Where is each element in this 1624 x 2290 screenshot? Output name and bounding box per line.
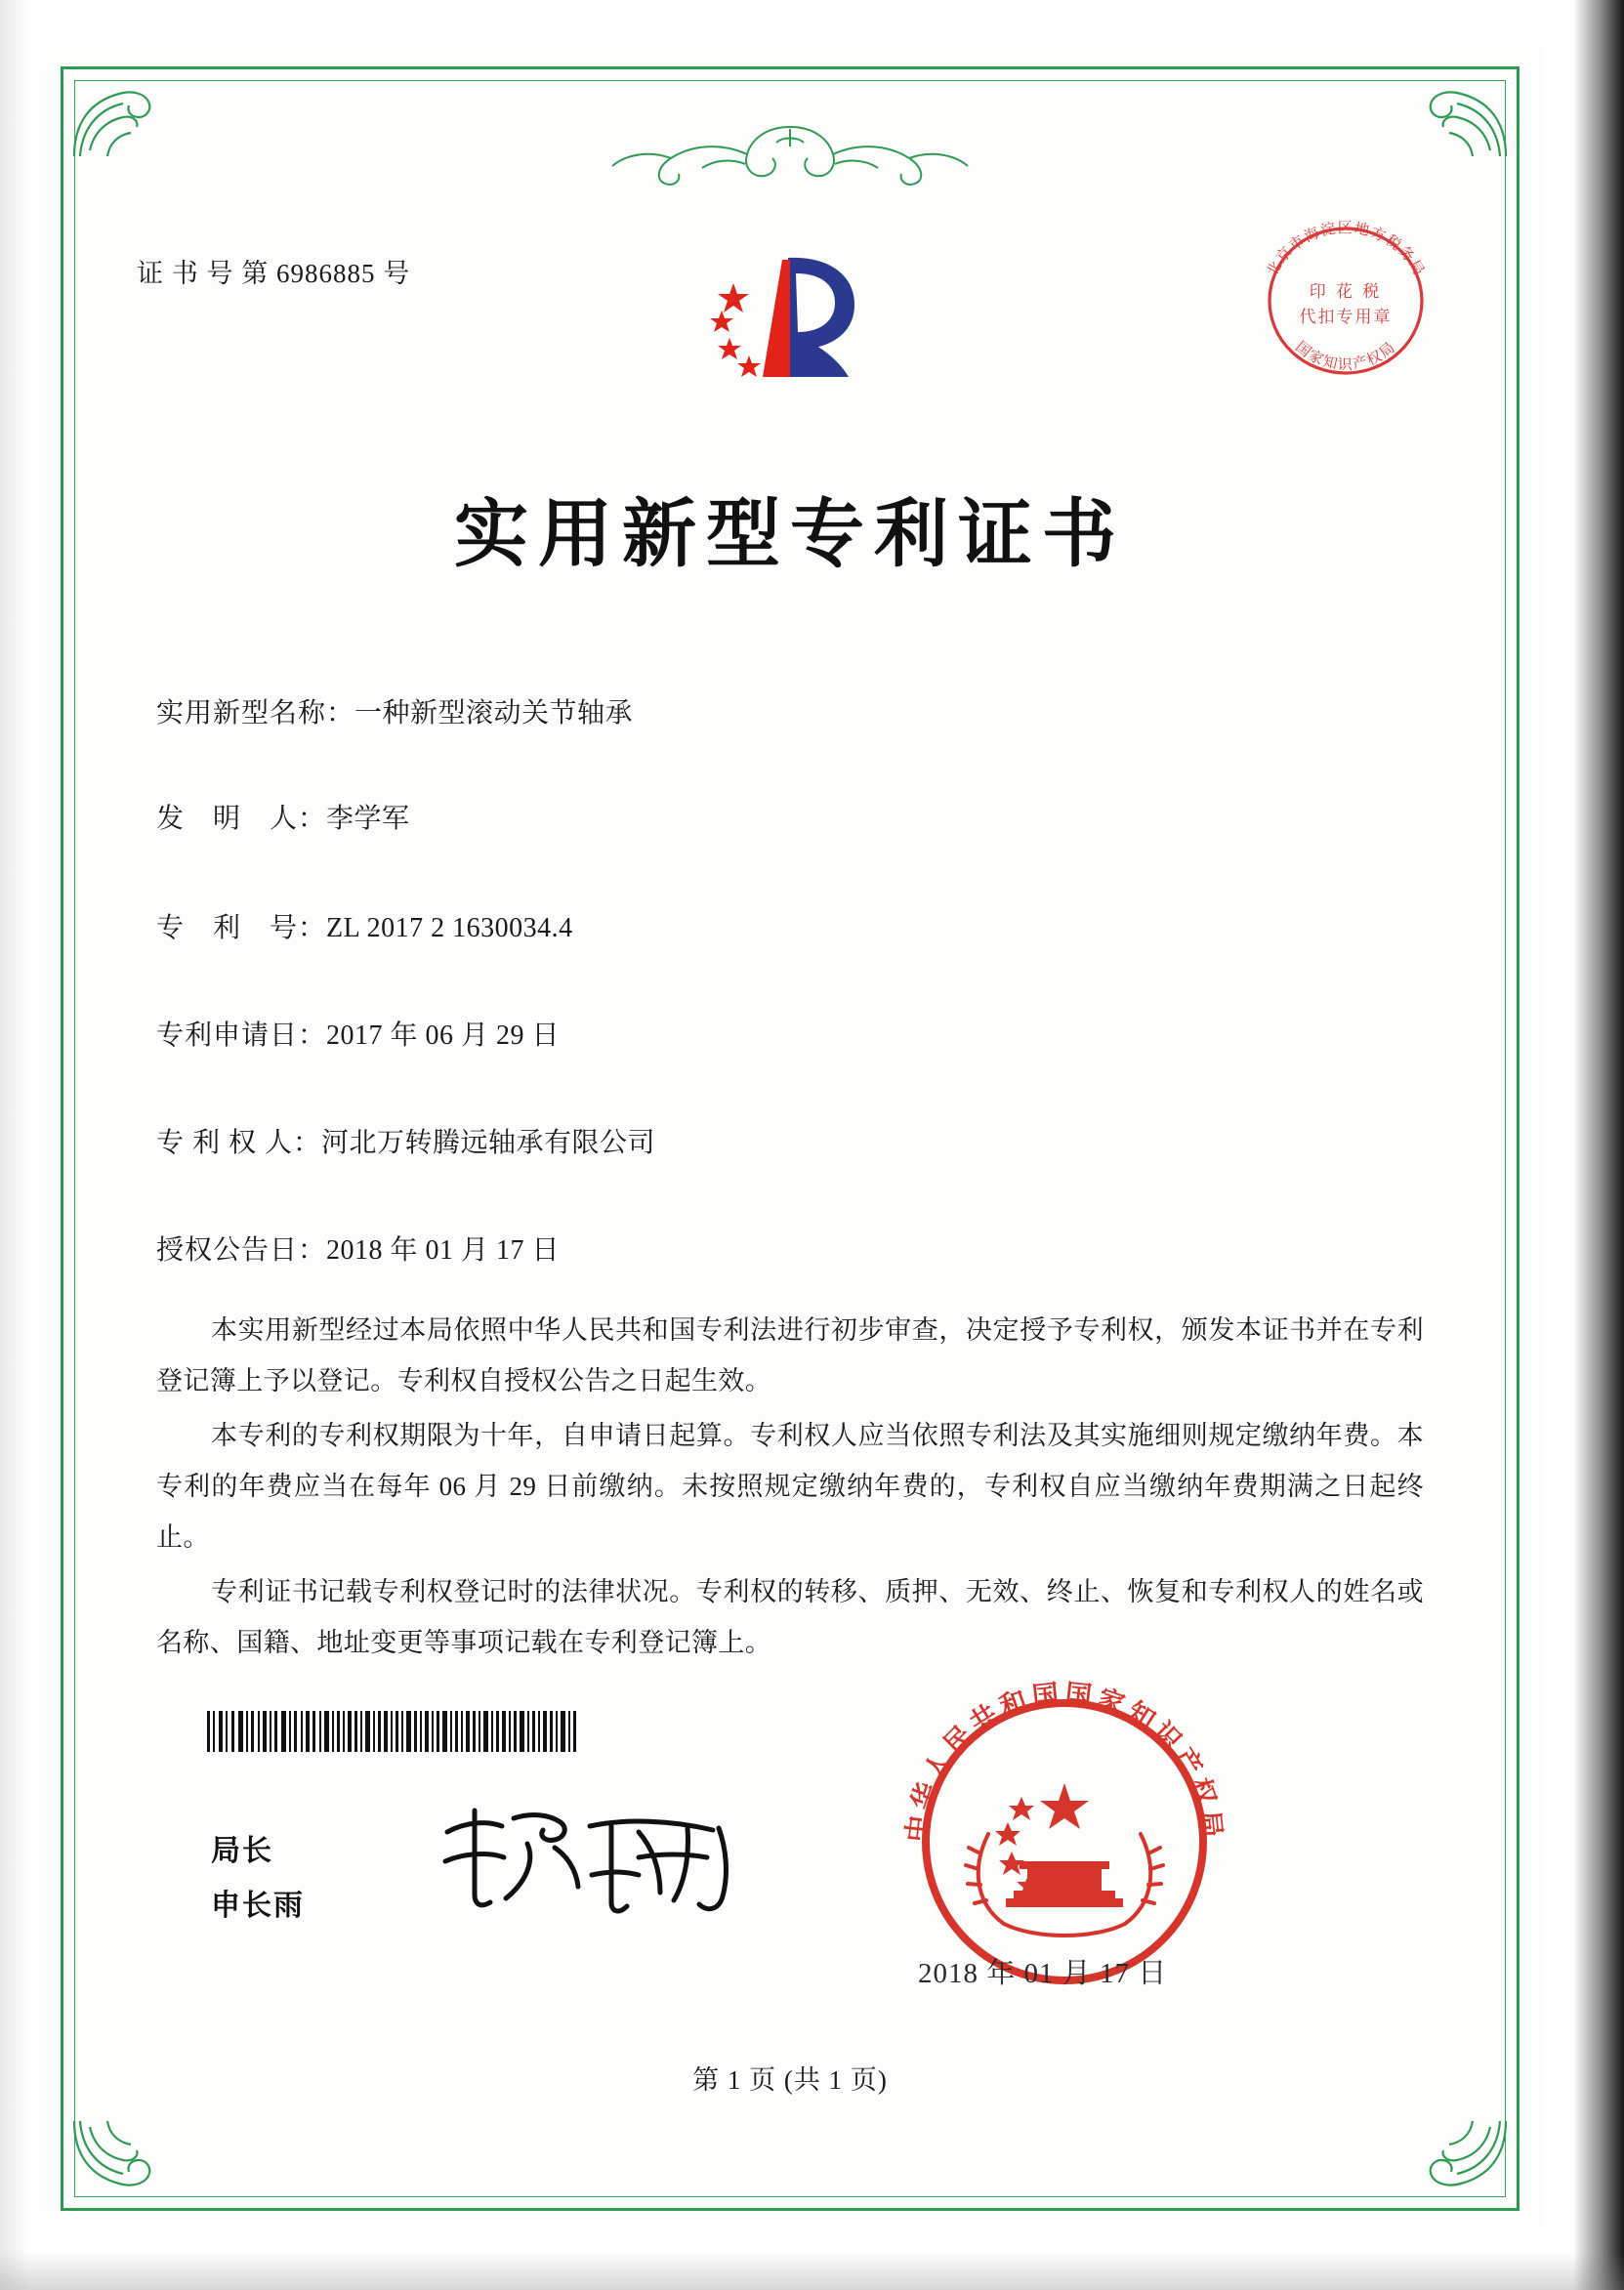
field-label: 专 利 号：	[156, 913, 327, 943]
corner-ornament-icon	[68, 2115, 186, 2203]
svg-text:中华人民共和国国家知识产权局: 中华人民共和国国家知识产权局	[901, 1679, 1228, 1844]
field-value: ZL 2017 2 1630034.4	[326, 913, 573, 943]
field-value: 2018 年 01 月 17 日	[326, 1235, 561, 1266]
field-label: 专 利 权 人：	[156, 1128, 322, 1158]
field-application-date	[156, 1014, 560, 1053]
paragraph: 本实用新型经过本局依照中华人民共和国专利法进行初步审查，决定授予专利权，颁发本证书并在专利登记簿上予以登记。专利权自授权公告之日起生效。	[156, 1315, 1424, 1395]
field-value: 一种新型滚动关节轴承	[354, 698, 634, 729]
paragraph: 专利证书记载专利权登记时的法律状况。专利权的转移、质押、无效、终止、恢复和专利权人的姓名或名称、国籍、地址变更等事项记载在专利登记簿上。	[156, 1577, 1424, 1657]
director-block	[211, 1824, 305, 1934]
page-title: 实用新型专利证书	[454, 490, 1126, 577]
official-red-seal	[898, 1666, 1230, 1998]
paragraph: 本专利的专利权期限为十年，自申请日起算。专利权人应当依照专利法及其实施细则规定缴纳年费。本专利的年费应当在每年 06 月 29 日前缴纳。未按照规定缴纳年费的，专利权自应当缴纳年费期满之日起终止。	[156, 1421, 1424, 1552]
corner-ornament-icon	[1395, 2115, 1512, 2203]
scan-edge-left	[0, 0, 29, 2290]
field-label: 专利申请日：	[156, 1020, 327, 1051]
seal-date: 2018 年 01 月 17 日	[918, 1958, 1168, 1989]
director-title: 局长	[211, 1834, 273, 1868]
barcode	[205, 1711, 605, 1752]
svg-text:代扣专用章: 代扣专用章	[1299, 308, 1393, 326]
svg-text:国家知识产权局: 国家知识产权局	[1292, 339, 1399, 373]
field-grant-announcement-date	[156, 1228, 560, 1268]
field-label: 授权公告日：	[156, 1235, 327, 1266]
director-name: 申长雨	[211, 1889, 305, 1923]
top-flourish-icon	[556, 117, 1024, 191]
field-label: 实用新型名称：	[156, 698, 355, 729]
body-text	[156, 1305, 1424, 1672]
field-value: 李学军	[326, 804, 410, 834]
tax-stamp-seal	[1248, 211, 1443, 387]
field-value: 河北万转腾远轴承有限公司	[321, 1128, 656, 1158]
field-patentee	[156, 1121, 655, 1160]
patent-certificate	[39, 45, 1541, 2232]
cnipa-logo-icon	[673, 240, 907, 396]
scan-edge-right	[1573, 0, 1624, 2290]
field-patent-number	[156, 906, 573, 945]
field-utility-model-name	[156, 691, 633, 730]
field-label: 发 明 人：	[156, 804, 327, 834]
handwritten-signature	[430, 1793, 781, 1920]
svg-text:印 花 税: 印 花 税	[1309, 282, 1383, 301]
scan-edge-bottom	[0, 2251, 1624, 2290]
corner-ornament-icon	[1395, 74, 1512, 162]
corner-ornament-icon	[68, 74, 186, 162]
field-value: 2017 年 06 月 29 日	[326, 1020, 561, 1051]
field-inventor	[156, 797, 410, 836]
svg-text:北京市海淀区地方税务局: 北京市海淀区地方税务局	[1264, 221, 1428, 280]
certificate-number: 证 书 号 第 6986885 号	[137, 259, 411, 288]
page-footer: 第 1 页 (共 1 页)	[692, 2065, 888, 2095]
